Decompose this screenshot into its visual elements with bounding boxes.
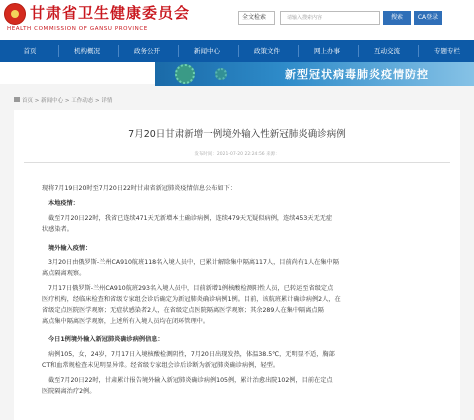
- article-paragraph-line: 病例105，女，24岁，7月17日入境核酸检测阴性，7月20日出现发热，体温38.5℃，无明显不适，胸部: [48, 351, 335, 358]
- article-paragraph-line: 截至7月20日22时，甘肃累计报告境外输入新冠肺炎确诊病例105例，累计治愈出院102例，目前在定点: [48, 377, 333, 384]
- article-paragraph-line: 状感染者。: [42, 226, 73, 233]
- section-heading: 本地疫情：: [48, 200, 79, 207]
- site-title-en: HEALTH COMMISSION OF GANSU PROVINCE: [7, 26, 148, 32]
- search-button[interactable]: 搜索: [383, 11, 411, 25]
- nav-divider: [58, 45, 59, 57]
- nav-item-topics[interactable]: 专题专栏: [434, 47, 460, 55]
- article-title: 7月20日甘肃新增一例境外输入性新冠肺炎确诊病例: [128, 129, 346, 140]
- article-paragraph-line: 现将7月19日20时至7月20日22时甘肃省新冠肺炎疫情信息公布如下：: [42, 185, 237, 192]
- location-icon: [14, 97, 20, 102]
- search-input[interactable]: [280, 11, 380, 25]
- banner-spacer: [0, 62, 155, 84]
- article-paragraph-line: 3月20日由俄罗斯-兰州CA910航班118名入境人员中，已累计解除集中隔离117人，目前尚有1人在集中隔: [48, 259, 339, 266]
- search-placeholder: 请输入搜索内容: [287, 15, 323, 21]
- nav-divider: [298, 45, 299, 57]
- nav-item-online-services[interactable]: 网上办事: [314, 47, 340, 55]
- nav-item-news[interactable]: 新闻中心: [194, 47, 220, 55]
- nav-divider: [358, 45, 359, 57]
- site-title[interactable]: 甘肃省卫生健康委员会: [30, 4, 191, 22]
- emblem-icon: [4, 3, 26, 25]
- article-paragraph-line: 截至7月20日22时，我省已连续471天无新增本土确诊病例，连续479天无疑似病例，连续453天无无症: [48, 215, 333, 222]
- article-meta: 发布时间：2021-07-20 22:24:56 来源：: [194, 152, 280, 157]
- main-nav: [0, 40, 474, 62]
- article-paragraph-line: 离点集中隔离医学观察，上述所有入境人员均在闭环管理中。: [42, 318, 210, 325]
- divider: [24, 162, 450, 163]
- article-panel: [14, 110, 460, 420]
- search-scope-select[interactable]: 全文检索: [238, 11, 275, 25]
- article-paragraph-line: 医疗机构，经临床检查和省级专家组会诊后确定为新冠肺炎确诊病例1例。目前，该航班累计确诊病例2人，在: [42, 296, 341, 303]
- article-paragraph-line: CT和血常规检查未见明显异常。经省级专家组会诊后诊断为新冠肺炎确诊病例，轻型。: [42, 362, 280, 369]
- breadcrumb-text[interactable]: 首页 > 新闻中心 > 工作动态 > 详情: [22, 98, 113, 104]
- section-heading: 今日1例境外输入新冠肺炎确诊病例信息：: [48, 336, 164, 343]
- article-paragraph-line: 医院隔离治疗2例。: [42, 388, 96, 395]
- nav-item-about[interactable]: 机构概况: [74, 47, 100, 55]
- ca-login-button[interactable]: CA登录: [414, 11, 442, 25]
- article-paragraph-line: 省级定点医院医学观察；无症状感染者2人，在省级定点医院隔离医学观察；其余289人在集中隔离点隔: [42, 307, 324, 314]
- nav-item-home[interactable]: 首页: [23, 47, 37, 55]
- nav-divider: [178, 45, 179, 57]
- nav-item-gov-affairs[interactable]: 政务公开: [134, 47, 160, 55]
- nav-divider: [238, 45, 239, 57]
- banner-title: 新型冠状病毒肺炎疫情防控: [285, 68, 429, 81]
- section-heading: 境外输入疫情：: [48, 245, 92, 252]
- virus-icon: [215, 68, 227, 80]
- nav-item-policy[interactable]: 政策文件: [254, 47, 280, 55]
- covid-banner[interactable]: [155, 62, 474, 86]
- article-paragraph-line: 离点隔离观察。: [42, 270, 86, 277]
- nav-item-interaction[interactable]: 互动交流: [374, 47, 400, 55]
- nav-divider: [118, 45, 119, 57]
- breadcrumb: [14, 96, 112, 104]
- virus-icon: [175, 64, 195, 84]
- nav-divider: [418, 45, 419, 57]
- article-paragraph-line: 7月17日俄罗斯-兰州CA910航班293名入境人员中，目前新增1例核酸检测阳性人员，已转运至省级定点: [48, 285, 334, 292]
- site-header: [0, 0, 474, 40]
